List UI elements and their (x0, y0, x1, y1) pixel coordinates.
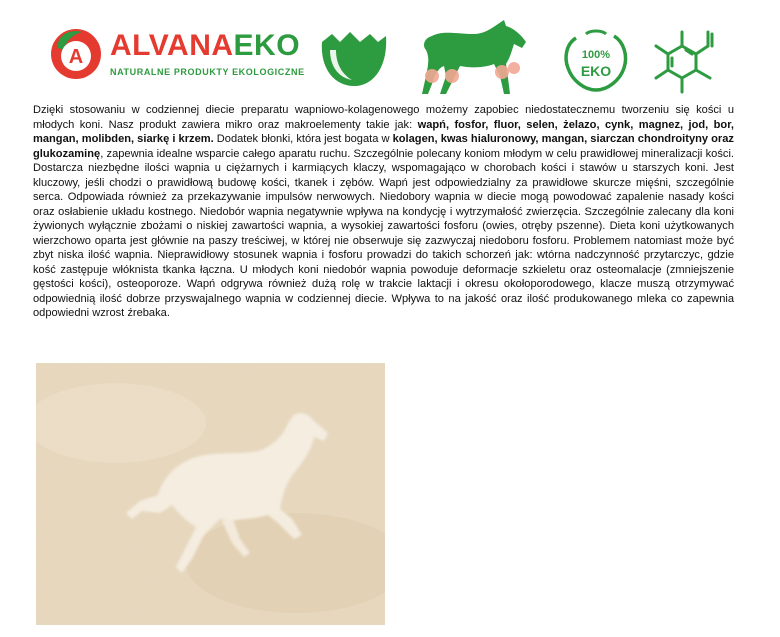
eko-percent: 100% (581, 49, 611, 61)
description-minerals: wapń, fosfor, fluor, selen, żelazo, cynk, magnez, jod, bor, mangan, molibden, siarkę i krzem. (33, 118, 734, 145)
brand-logo[interactable] (48, 22, 308, 82)
description-ingredients: kolagen, kwas hialuronowy, mangan, siarczan chondroityny oraz glukozaminę (33, 133, 734, 160)
header (0, 0, 780, 100)
description-part1: Dzięki stosowaniu w codziennej diecie preparatu wapniowo-kolagenowego możemy zapobiec niedostatecznemu tworzeniu się kości u młodych koni. Nasz produkt zawiera mikro oraz makroelementy takie jak: (33, 104, 734, 131)
horse-joints-icon (418, 18, 530, 98)
powder-texture (36, 363, 385, 625)
brand-name (110, 30, 300, 62)
brand-name-part1: ALVANA (110, 29, 234, 62)
molecule-icon (652, 26, 724, 98)
description-part3: , zapewnia idealne wsparcie całego aparatu ruchu. Szczególnie polecany koniom młodym w celu prawidłowej mineralizacji kości. Dostarcza niezbędne ilości wapnia u ciężarnych i karmiących klaczy, wspomagająco w chorobach kości i stawów u starszych koni. Jest kluczowy, jeśli chodzi o prawidłową budowę kości, tkanek i zębów. Wapń jest odpowiedzialny za prawidłowe skurcze mięśni, szczególnie serca. Odpowiada również za przekazywanie impulsów nerwowych. Niedobory wapnia w diecie mogą powodować zapalenie nasady kości oraz osłabienie układu kostnego. Niedobór wapnia negatywnie wpływa na kondycję i wytrzymałość zwierzęcia. Szczególnie zalecany dla koni żywionych wyłącznie zbożami o niskiej zawartości wapnia, a wysokiej zawartości fosforu (owies, otręby pszenne). Dieta koni użytkowanych wierzchowo oparta jest głównie na paszy treściwej, w której nie obserwuje się zazwyczaj niedoboru fosforu. Problemem natomiast może być zbyt niska ilość wapnia. Nieprawidłowy stosunek wapnia i fosforu prowadzi do takich schorzeń jak: wtórna nadczynność przytarczyc, gdzie kość zastępuje włóknista tkanka łączna. U młodych koni niedobór wapnia powoduje deformacje szkieletu oraz osteomalacje (zmniejszenie gęstości kości), osteoporoze. Wapń odgrywa również dużą rolę w trakcie laktacji i okresu okołoporodowego, klacze muszą otrzymywać odpowiednią ilość dobrze przyswajalnego wapnia w codziennej diecie. Wpływa to na jakość oraz ilość produkowanego mleka co zapewnia odpowiedni wzrost źrebaka. (33, 147, 734, 319)
product-description (33, 103, 734, 321)
eko-badge-icon (562, 28, 630, 98)
brand-tagline: NATURALNE PRODUKTY EKOLOGICZNE (110, 67, 305, 77)
eggshell-icon (318, 28, 390, 90)
brand-name-part2: EKO (233, 29, 301, 62)
description-part2: Dodatek błonki, która jest bogata w (213, 133, 393, 145)
logo-letter: A (68, 46, 84, 68)
eko-label: EKO (580, 63, 612, 79)
logo-emblem (48, 26, 104, 82)
powder-horse-image (36, 363, 385, 625)
